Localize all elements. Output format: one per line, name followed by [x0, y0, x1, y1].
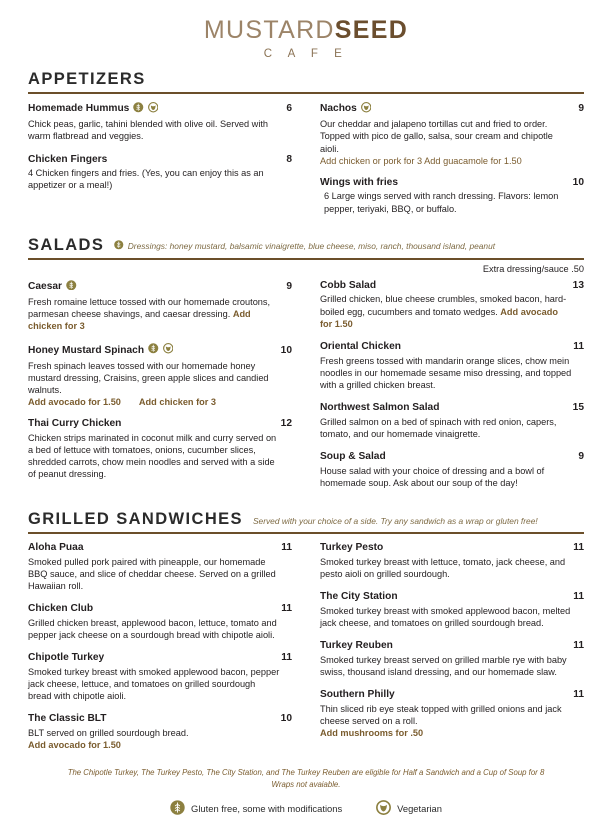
menu-item-addon: Add chicken for 3	[138, 397, 217, 408]
section-header	[28, 510, 584, 532]
menu-item-description-text: Smoked turkey breast with lettuce, tomato, jack cheese, and pesto aioli on grilled sourdough.	[320, 556, 566, 579]
section-note	[253, 516, 538, 526]
menu-item-addon: Add avocado for 1.50	[320, 306, 558, 329]
menu-column-right	[320, 280, 584, 500]
section-title: APPETIZERS	[28, 70, 146, 88]
menu-item-price: 6	[286, 103, 292, 115]
menu-item	[320, 280, 584, 330]
menu-column-left	[28, 280, 292, 500]
brand-name	[0, 18, 612, 43]
menu-item-description	[28, 556, 280, 592]
menu-item-description-text: Smoked turkey breast served on grilled marble rye with baby swiss, thousand island dressing, and our homemade slaw.	[320, 654, 567, 678]
section-title: GRILLED SANDWICHES	[28, 510, 243, 529]
menu-section	[28, 70, 584, 226]
menu-item-header	[320, 402, 584, 415]
section-columns	[28, 102, 584, 226]
menu-item-description	[320, 416, 572, 440]
menu-item-name-text: Northwest Salmon Salad	[320, 402, 440, 414]
menu-item-description	[28, 118, 280, 142]
menu-item-description	[28, 727, 280, 739]
menu-item-price: 10	[280, 713, 292, 725]
menu-item-name-text: Honey Mustard Spinach	[28, 344, 145, 356]
menu-item-price: 11	[281, 542, 292, 554]
menu-item	[28, 652, 292, 702]
vegetarian-icon	[163, 343, 174, 358]
menu-item-description-text: Chick peas, garlic, tahini blended with olive oil. Served with warm flatbread and veggies.	[28, 119, 269, 142]
menu-item-description	[28, 296, 280, 332]
menu-item-description-text: BLT served on grilled sourdough bread.	[28, 728, 189, 739]
menu-item-name	[28, 102, 158, 117]
menu-item-description	[320, 465, 572, 489]
menu-item-description-text: Fresh romaine lettuce tossed with our homemade croutons, parmesan cheese shavings, and caesar dressing.	[28, 296, 271, 320]
section-divider	[28, 532, 584, 534]
menu-item-name	[320, 451, 386, 464]
menu-item-name	[320, 280, 376, 293]
menu-item-description-text: Smoked turkey breast with smoked applewood bacon, melted jack cheese, and tomatoes on grilled sourdough bread.	[320, 605, 571, 629]
menu-item-header	[320, 177, 584, 190]
menu-footer	[28, 767, 584, 816]
menu-item-header	[28, 154, 292, 167]
menu-item-price: 9	[578, 451, 584, 463]
legend-label: Vegetarian	[397, 802, 442, 814]
menu-item-description	[320, 190, 576, 214]
section-extra-note: Extra dressing/sauce .50	[482, 263, 584, 274]
menu-item-header	[320, 341, 584, 354]
menu-item	[28, 154, 292, 192]
menu-item-name-text: Soup & Salad	[320, 451, 386, 463]
menu-item-header	[320, 451, 584, 464]
menu-item-name	[28, 542, 83, 555]
menu-item-header	[28, 652, 292, 665]
legend-label: Gluten free, some with modifications	[191, 802, 343, 814]
menu-page	[0, 70, 612, 817]
menu-item	[320, 177, 584, 215]
menu-item-description	[28, 617, 280, 641]
menu-item-name	[320, 542, 383, 555]
menu-item-description-text: Grilled chicken, blue cheese crumbles, smoked bacon, hard-boiled egg, cucumbers and tomato wedges.	[320, 294, 567, 317]
brand-name-bold: SEED	[334, 16, 409, 44]
brand-logo	[0, 0, 612, 60]
brand-subtitle: C A F E	[263, 48, 349, 60]
section-header	[28, 70, 584, 92]
menu-item-description	[320, 556, 572, 580]
menu-item-name	[320, 102, 371, 117]
menu-item-description-text: House salad with your choice of dressing and a bowl of homemade soup. Ask about our soup of the day!	[320, 465, 545, 488]
menu-item	[320, 341, 584, 391]
menu-item-price: 9	[286, 280, 292, 292]
menu-item-description-text: Thin sliced rib eye steak topped with grilled onions and jack cheese served on a roll.	[320, 703, 562, 727]
menu-item-addon: Add avocado for 1.50	[28, 740, 121, 751]
menu-item-header	[320, 542, 584, 555]
menu-item-name	[320, 640, 393, 653]
menu-item-name	[28, 713, 107, 726]
menu-section	[28, 510, 584, 761]
section-divider	[28, 92, 584, 94]
menu-item-name-text: Southern Philly	[320, 689, 395, 701]
menu-item-description	[28, 432, 280, 481]
menu-item	[28, 603, 292, 641]
menu-item-name-text: The City Station	[320, 591, 398, 603]
menu-item	[320, 542, 584, 580]
menu-item	[28, 280, 292, 333]
gluten-free-icon	[114, 240, 124, 252]
menu-item-header	[320, 591, 584, 604]
menu-item	[28, 343, 292, 407]
menu-item-description-text: Smoked pulled pork paired with pineapple, our homemade BBQ sauce, and slice of cheddar cheese. Served on a grilled Hawaiian roll.	[28, 556, 276, 592]
menu-item-price: 12	[280, 418, 292, 430]
menu-item-header	[28, 418, 292, 431]
menu-item	[28, 713, 292, 750]
menu-item-header	[28, 280, 292, 295]
menu-item-description	[320, 355, 572, 391]
menu-item-name-text: Aloha Puaa	[28, 542, 84, 554]
menu-item-header	[28, 102, 292, 117]
menu-item-addon: Add avocado for 1.50	[28, 397, 121, 408]
menu-item-name	[28, 343, 173, 358]
menu-item	[28, 542, 292, 592]
menu-item-header	[320, 689, 584, 702]
menu-item-header	[28, 343, 292, 358]
menu-column-right	[320, 542, 584, 761]
menu-item	[320, 102, 584, 166]
menu-item-description-text: Smoked turkey breast with smoked applewood bacon, pepper jack cheese, lettuce, and tomatoes on grilled sourdough bread with chipotle aioli.	[28, 667, 280, 702]
menu-column-left	[28, 102, 292, 226]
menu-column-right	[320, 102, 584, 226]
menu-item	[320, 689, 584, 738]
menu-item-price: 9	[578, 103, 584, 115]
legend-item	[376, 800, 442, 817]
vegetarian-icon	[361, 102, 372, 117]
menu-item-addon: Add mushrooms for .50	[320, 728, 424, 739]
brand-name-light: MUSTARD	[203, 16, 335, 44]
legend	[28, 800, 584, 817]
menu-item	[320, 640, 584, 678]
menu-item-description	[320, 654, 572, 678]
menu-item-name	[28, 418, 121, 431]
menu-item-name-text: The Classic BLT	[28, 713, 107, 725]
menu-item-description	[320, 605, 572, 629]
menu-item-name	[320, 177, 398, 190]
menu-item-description	[320, 118, 572, 154]
menu-item	[320, 591, 584, 629]
menu-item-price: 8	[286, 153, 292, 165]
vegetarian-icon	[376, 800, 391, 817]
menu-item-name-text: Cobb Salad	[320, 279, 377, 291]
menu-column-left	[28, 542, 292, 761]
menu-item-header	[320, 280, 584, 293]
menu-item-description-text: Grilled salmon on a bed of spinach with red onion, capers, tomato, and our homemade vinaigrette.	[320, 416, 557, 439]
menu-item-name	[320, 402, 439, 415]
menu-item-price: 10	[572, 176, 584, 188]
menu-item-description	[28, 167, 280, 191]
gluten-free-icon	[170, 800, 185, 817]
menu-section	[28, 236, 584, 500]
menu-item-description-text: Grilled chicken breast, applewood bacon, lettuce, tomato and pepper jack cheese on a sourdough bread with chipotle aioli.	[28, 618, 277, 641]
menu-item-description-text: Chicken strips marinated in coconut milk and curry served on a bed of lettuce with tomatoes, onions, cucumber slices, shredded carrots, chow mein noodles and served with a side of peanut dressing.	[28, 432, 277, 480]
section-note-text: Served with your choice of a side. Try any sandwich as a wrap or gluten free!	[252, 516, 538, 527]
menu-item-name-text: Homemade Hummus	[28, 103, 130, 115]
vegetarian-icon	[148, 102, 159, 117]
menu-item-price: 13	[572, 279, 584, 291]
section-title: SALADS	[28, 235, 105, 254]
menu-item	[28, 102, 292, 143]
menu-item-name	[28, 280, 77, 295]
menu-item-name	[28, 652, 104, 665]
menu-item-price: 11	[573, 689, 584, 701]
section-note-text: Dressings: honey mustard, balsamic vinaigrette, blue cheese, miso, ranch, thousand island, peanut	[127, 240, 496, 251]
legend-item	[170, 800, 342, 817]
menu-item-name	[28, 154, 107, 167]
section-header	[28, 236, 584, 258]
menu-item-name	[320, 689, 395, 702]
menu-item-name-text: Chicken Fingers	[28, 153, 108, 165]
menu-item-name	[320, 591, 398, 604]
menu-item-header	[28, 603, 292, 616]
menu-item-price: 11	[573, 542, 584, 554]
section-columns	[28, 542, 584, 761]
menu-item-name-text: Caesar	[28, 280, 62, 292]
menu-item-price: 11	[281, 652, 292, 664]
menu-item-name-text: Thai Curry Chicken	[28, 418, 122, 430]
footer-note: The Chipotle Turkey, The Turkey Pesto, The City Station, and The Turkey Reuben are eligible for Half a Sandwich and a Cup of Soup for 8 Wraps not avaiable.	[67, 768, 545, 790]
menu-item-price: 11	[281, 603, 292, 615]
menu-item-description	[320, 293, 572, 329]
menu-item-description-text: Fresh spinach leaves tossed with our homemade honey mustard dressing, Craisins, green apple slices and candied walnuts.	[28, 360, 269, 395]
menu-item-header	[320, 102, 584, 117]
section-columns	[28, 280, 584, 500]
menu-item	[28, 418, 292, 480]
menu-item-name-text: Nachos	[320, 103, 357, 115]
menu-item-name-text: Turkey Pesto	[320, 542, 384, 554]
menu-item	[320, 402, 584, 440]
menu-item-description	[320, 703, 572, 727]
gluten-free-icon	[66, 280, 77, 295]
menu-item-description	[28, 360, 280, 396]
menu-item-name-text: Chipotle Turkey	[28, 652, 105, 664]
menu-item-price: 11	[573, 591, 584, 603]
menu-item-name-text: Oriental Chicken	[320, 340, 401, 352]
section-divider	[28, 258, 584, 260]
menu-item-description-text: 6 Large wings served with ranch dressing. Flavors: lemon pepper, teriyaki, BBQ, or buffalo.	[324, 191, 559, 214]
menu-item-addon: Add chicken or pork for 3 Add guacamole for 1.50	[320, 155, 522, 166]
menu-item-header	[28, 542, 292, 555]
menu-item-price: 11	[573, 640, 584, 652]
menu-item-description	[28, 666, 280, 702]
menu-item-description-text: 4 Chicken fingers and fries. (Yes, you can enjoy this as an appetizer or a meal!)	[28, 168, 264, 191]
menu-item-description-text: Our cheddar and jalapeno tortillas cut and fried to order. Topped with pico de gallo, salsa, sour cream and chipotle aioli.	[320, 119, 553, 154]
section-note	[114, 240, 495, 252]
menu-sections	[28, 70, 584, 761]
menu-item-addon-row	[28, 396, 292, 407]
menu-item-name-text: Wings with fries	[320, 176, 399, 188]
menu-item-header	[320, 640, 584, 653]
gluten-free-icon	[133, 102, 144, 117]
menu-item-description-text: Fresh greens tossed with mandarin orange slices, chow mein noodles in our homemade sesame miso dressing, and topped with a grilled chicken breast.	[320, 355, 572, 390]
gluten-free-icon	[148, 343, 159, 358]
menu-item-name	[28, 603, 93, 616]
menu-item-name-text: Chicken Club	[28, 603, 94, 615]
menu-item-name-text: Turkey Reuben	[320, 640, 393, 652]
menu-item-header	[28, 713, 292, 726]
menu-item-price: 15	[572, 402, 584, 414]
menu-item-price: 11	[573, 340, 584, 352]
menu-item	[320, 451, 584, 489]
menu-item-name	[320, 341, 401, 354]
menu-item-addon: Add chicken for 3	[28, 309, 251, 332]
menu-item-price: 10	[280, 344, 292, 356]
